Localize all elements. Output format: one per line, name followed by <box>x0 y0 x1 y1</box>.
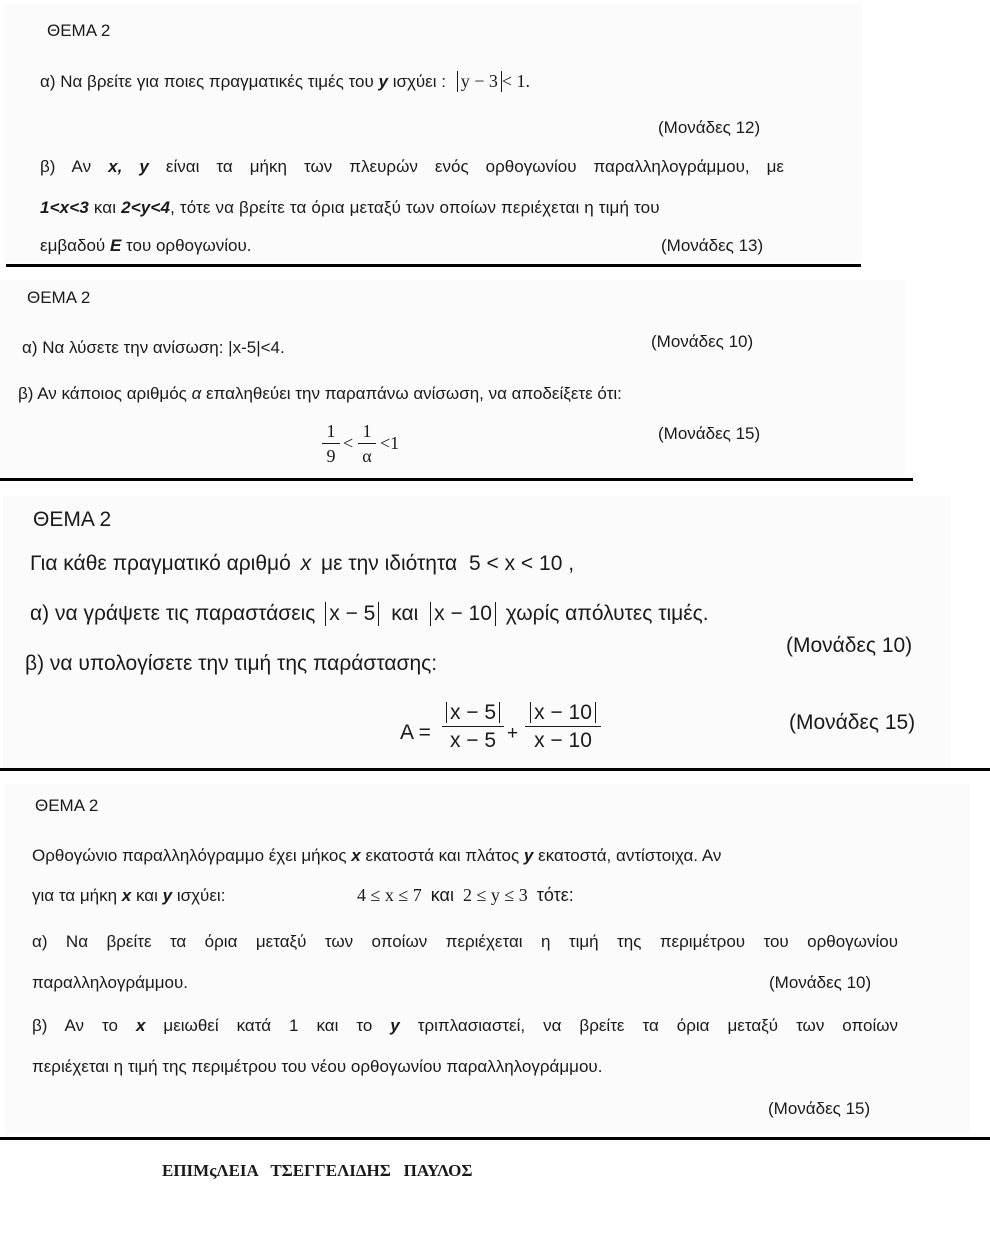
divider-1 <box>6 264 861 267</box>
part-a-inequality <box>457 71 530 91</box>
exercise-3-b-points: (Μονάδες 15) <box>789 711 916 734</box>
expression-lhs: A = <box>400 721 431 744</box>
part-a-text: α) Να βρείτε για ποιες πραγματικές τιμές του <box>40 72 374 91</box>
exercise-3-part-a: α) να γράψετε τις παραστάσεις x − 5 και x − 10 χωρίς απόλυτες τιμές. <box>30 602 709 625</box>
exercise-4-a-points: (Μονάδες 10) <box>769 973 872 992</box>
exercise-2-heading: ΘΕΜΑ 2 <box>27 288 91 307</box>
exercise-1-b-points: (Μονάδες 13) <box>661 236 764 255</box>
fraction-one-ninth: 1 9 <box>322 422 340 465</box>
exercise-1-part-a <box>40 71 530 92</box>
exercise-1-part-b-line-3: εμβαδού Ε του ορθογωνίου. <box>40 236 252 255</box>
expression-plus: + <box>507 723 519 744</box>
exercise-4 <box>5 784 970 1134</box>
exercise-4-b-points: (Μονάδες 15) <box>768 1099 871 1118</box>
exercise-1-part-b-line-2: 1<x<3 και 2<y<4, τότε να βρείτε τα όρια μεταξύ των οποίων περιέχεται η τιμή του <box>40 198 660 217</box>
less-than-1: < <box>343 433 354 453</box>
exercise-1-heading: ΘΕΜΑ 2 <box>47 21 111 40</box>
exercise-2-b-points: (Μονάδες 15) <box>658 424 761 443</box>
part-a-variable: y <box>378 72 388 91</box>
divider-4 <box>0 1137 990 1140</box>
fraction-one-over-alpha: 1 α <box>358 422 376 465</box>
exercise-2-a-points: (Μονάδες 10) <box>651 332 754 351</box>
exercise-4-part-a-line-1: α) Να βρείτε τα όρια μεταξύ των οποίων περιέχεται η τιμή της περιμέτρου του ορθογωνίου <box>32 932 898 951</box>
exercise-1-a-points: (Μονάδες 12) <box>658 118 761 137</box>
exercise-3-heading: ΘΕΜΑ 2 <box>33 508 112 531</box>
less-than-one: <1 <box>380 433 400 453</box>
exercise-3-a-points: (Μονάδες 10) <box>786 634 913 657</box>
exercise-4-line-1: Ορθογώνιο παραλληλόγραμμο έχει μήκος x εκατοστά και πλάτος y εκατοστά, αντίστοιχα. Αν <box>32 846 722 865</box>
exercise-2-part-b: β) Αν κάποιος αριθμός α επαληθεύει την παραπάνω ανίσωση, να αποδείξετε ότι: <box>18 384 622 403</box>
author-credit: ΕΠΙΜςΛΕΙΑ ΤΣΕΓΓΕΛΙΔΗΣ ΠΑΥΛΟΣ <box>162 1161 473 1180</box>
exercise-4-part-b-line-1: β) Αν το x μειωθεί κατά 1 και το y τριπλασιαστεί, να βρείτε τα όρια μεταξύ των οποίων <box>32 1016 899 1035</box>
part-a-text-2: ισχύει : <box>392 72 446 91</box>
exercise-1-part-b-line-1: β) Αν x, y είναι τα μήκη των πλευρών ενός ορθογωνίου παραλληλογράμμου, με <box>40 157 785 176</box>
exercise-3-part-b: β) να υπολογίσετε την τιμή της παράστασης: <box>25 652 438 675</box>
exercise-2-part-a: α) Να λύσετε την ανίσωση: |x-5|<4. <box>22 338 285 357</box>
inequality-tail: < 1. <box>501 71 531 91</box>
exercise-4-line-2: για τα μήκη x και y ισχύει: <box>32 886 226 905</box>
exercise-4-conditions: 4 ≤ x ≤ 7 και 2 ≤ y ≤ 3 τότε: <box>357 885 574 905</box>
exercise-4-part-a-line-2: παραλληλογράμμου. <box>32 973 189 992</box>
exercise-4-part-b-line-2: περιέχεται η τιμή της περιμέτρου του νέου ορθογωνίου παραλληλογράμμου. <box>32 1057 603 1076</box>
expression-fraction-2: x − 10 x − 10 <box>525 702 601 751</box>
divider-2 <box>0 478 913 481</box>
exercise-2 <box>0 280 905 478</box>
expression-fraction-1: x − 5 x − 5 <box>442 702 504 751</box>
divider-3 <box>0 768 990 771</box>
exercise-4-heading: ΘΕΜΑ 2 <box>35 796 99 815</box>
abs-value: y − 3 <box>457 71 502 92</box>
exercise-3-intro: Για κάθε πραγματικό αριθμό x με την ιδιότητα 5 < x < 10 , <box>30 552 575 575</box>
